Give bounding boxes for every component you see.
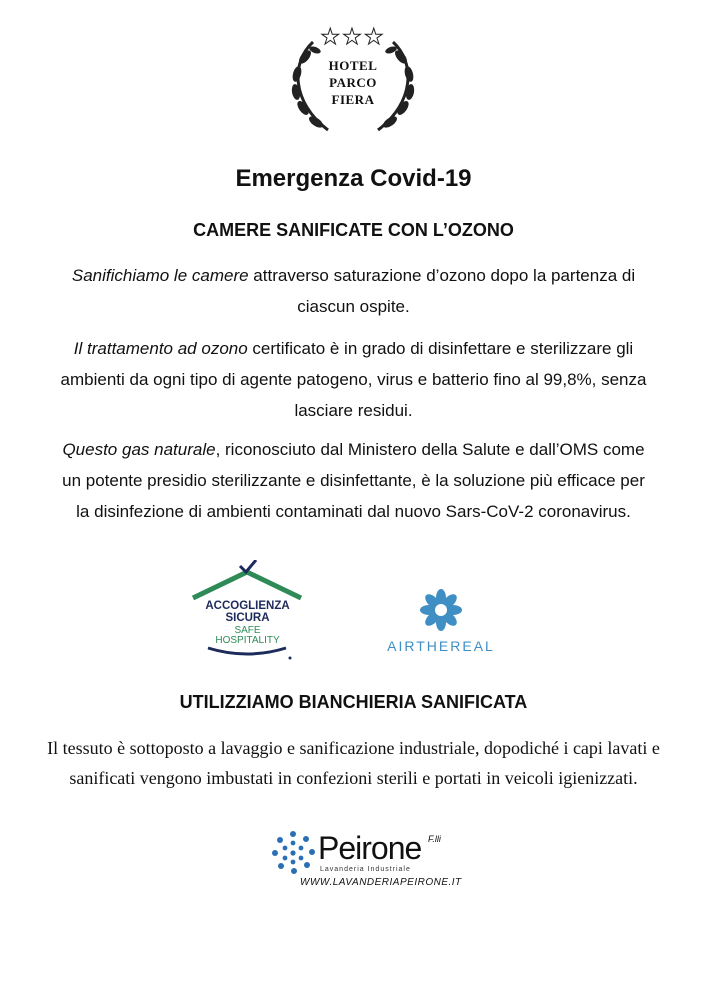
- peirone-suffix: F.lli: [428, 834, 441, 844]
- ozone-heading: CAMERE SANIFICATE CON L’OZONO: [193, 220, 514, 240]
- accoglienza-line4: HOSPITALITY: [215, 635, 280, 646]
- ozone-paragraph-3: [60, 434, 647, 527]
- peirone-tagline: Lavanderia Industriale: [320, 866, 411, 873]
- ozone-paragraph-1: [60, 260, 647, 322]
- dots-circle-icon: [270, 830, 316, 876]
- accoglienza-line1: ACCOGLIENZA: [205, 600, 290, 612]
- hotel-logo-line3: FIERA: [331, 92, 375, 107]
- ozone-paragraph-2-text: certificato è in grado di disinfettare e sterilizzare gli ambienti da ogni tipo di agente patogeno, virus e batterio fino al 99,8%, senza lasciare residui.: [60, 339, 647, 420]
- airthereal-logo: [380, 588, 502, 658]
- linen-heading: UTILIZZIAMO BIANCHIERIA SANIFICATA: [179, 692, 528, 712]
- airthereal-wordmark: AIRTHEREAL: [387, 638, 495, 654]
- ozone-paragraph-1-text: attraverso saturazione d’ozono dopo la partenza di ciascun ospite.: [248, 266, 636, 316]
- hotel-logo-stars: ★★★: [320, 24, 386, 49]
- ozone-paragraph-3-text: , riconosciuto dal Ministero della Salute e dall’OMS come un potente presidio sterilizzante e disinfettante, è la soluzione più efficace per la disinfezione di ambienti contaminati dal nuovo Sars-CoV-2 coronavirus.: [62, 440, 645, 521]
- peirone-url: WWW.LAVANDERIAPEIRONE.IT: [300, 877, 462, 888]
- swirl-flower-icon: [380, 588, 502, 632]
- linen-paragraph: Il tessuto è sottoposto a lavaggio e sanificazione industriale, dopodiché i capi lavati e sanificati vengono imbustati in confezioni sterili e portati in veicoli igienizzati.: [47, 738, 660, 788]
- hotel-logo: [283, 22, 423, 142]
- ozone-paragraph-3-emphasis: Questo gas naturale: [62, 440, 216, 459]
- peirone-logo: [270, 828, 462, 893]
- ozone-paragraph-2-emphasis: Il trattamento ad ozono: [73, 339, 248, 358]
- page-title: Emergenza Covid-19: [235, 165, 472, 192]
- hotel-logo-line2: PARCO: [329, 75, 377, 90]
- accoglienza-sicura-logo: [190, 560, 305, 662]
- ozone-paragraph-1-emphasis: Sanifichiamo le camere: [71, 266, 249, 285]
- accoglienza-line2: SICURA: [225, 612, 270, 624]
- hotel-logo-line1: HOTEL: [328, 58, 378, 73]
- accoglienza-line3: SAFE: [234, 625, 261, 636]
- ozone-paragraph-2: [60, 333, 647, 426]
- peirone-name: Peirone: [318, 830, 422, 866]
